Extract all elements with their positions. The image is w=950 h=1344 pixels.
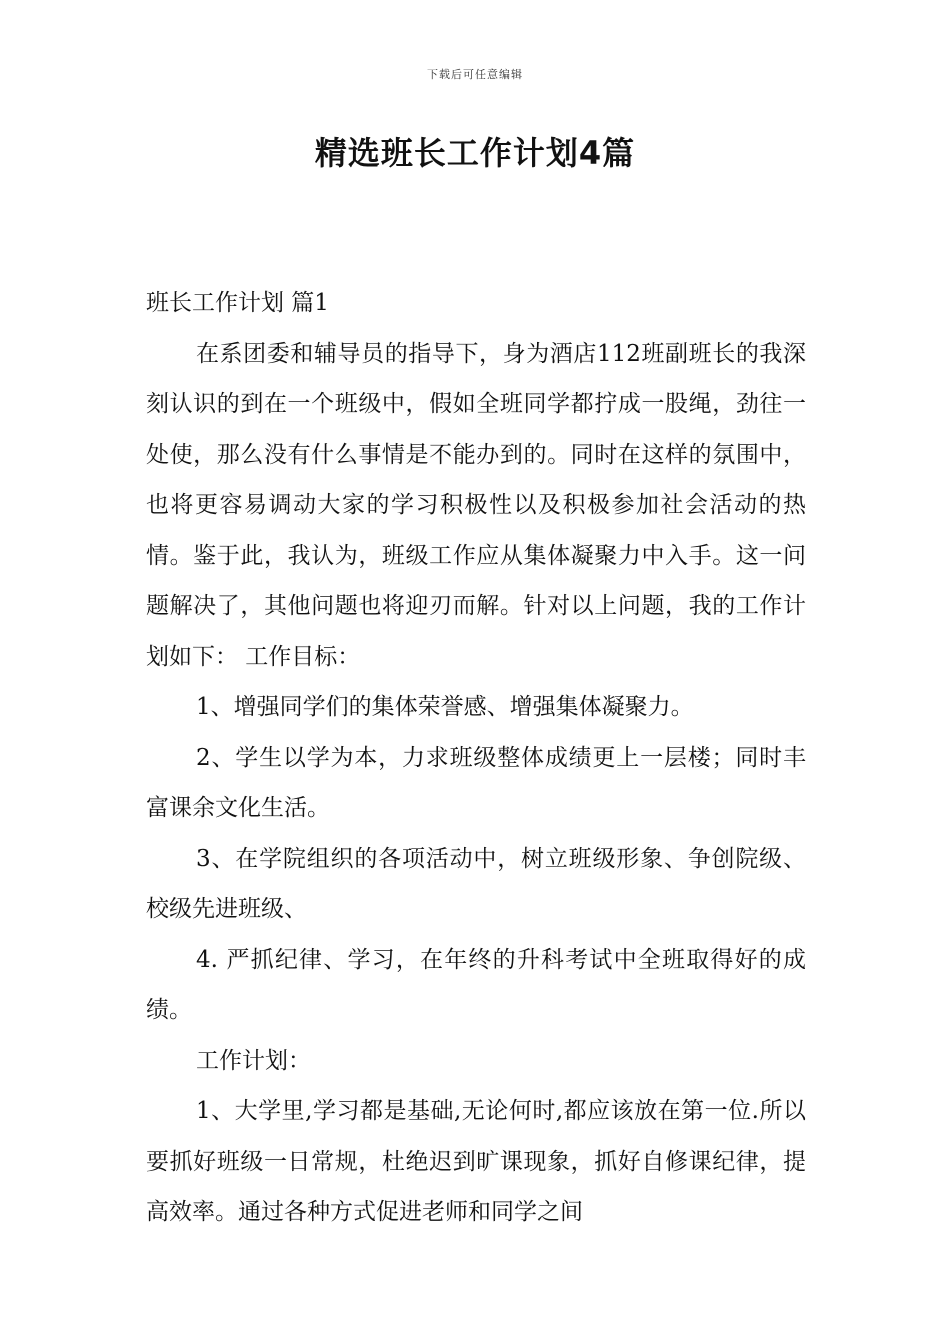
goal-item-3: 3、在学院组织的各项活动中，树立班级形象、争创院级、校级先进班级、 xyxy=(146,845,806,922)
header-note: 下载后可任意编辑 xyxy=(427,68,523,81)
paragraph-intro: 在系团委和辅导员的指导下，身为酒店112班副班长的我深刻认识的到在一个班级中，假如全班同学都拧成一股绳，劲往一处使，那么没有什么事情是不能办到的。同时在这样的氛围中，也将更容易调动大家的学习积极性以及积极参加社会活动的热情。鉴于此，我认为，班级工作应从集体凝聚力中入手。这一问题解决了，其他问题也将迎刃而解。针对以上问题，我的工作计划如下： 工作目标： xyxy=(146,340,806,670)
goal-item-4: 4. 严抓纪律、学习，在年终的升科考试中全班取得好的成绩。 xyxy=(146,946,806,1023)
plan-heading: 工作计划： xyxy=(196,1047,311,1074)
plan-item-1: 1、大学里,学习都是基础,无论何时,都应该放在第一位.所以要抓好班级一日常规，杜绝迟到旷课现象，抓好自修课纪律，提高效率。通过各种方式促进老师和同学之间 xyxy=(146,1098,806,1225)
goal-item-2: 2、学生以学为本，力求班级整体成绩更上一层楼；同时丰富课余文化生活。 xyxy=(146,744,806,821)
document-body xyxy=(146,278,806,1238)
goal-item-1: 1、增强同学们的集体荣誉感、增强集体凝聚力。 xyxy=(196,694,694,720)
page-title: 精选班长工作计划4篇 xyxy=(314,134,636,172)
section-heading: 班长工作计划 篇1 xyxy=(146,290,329,316)
